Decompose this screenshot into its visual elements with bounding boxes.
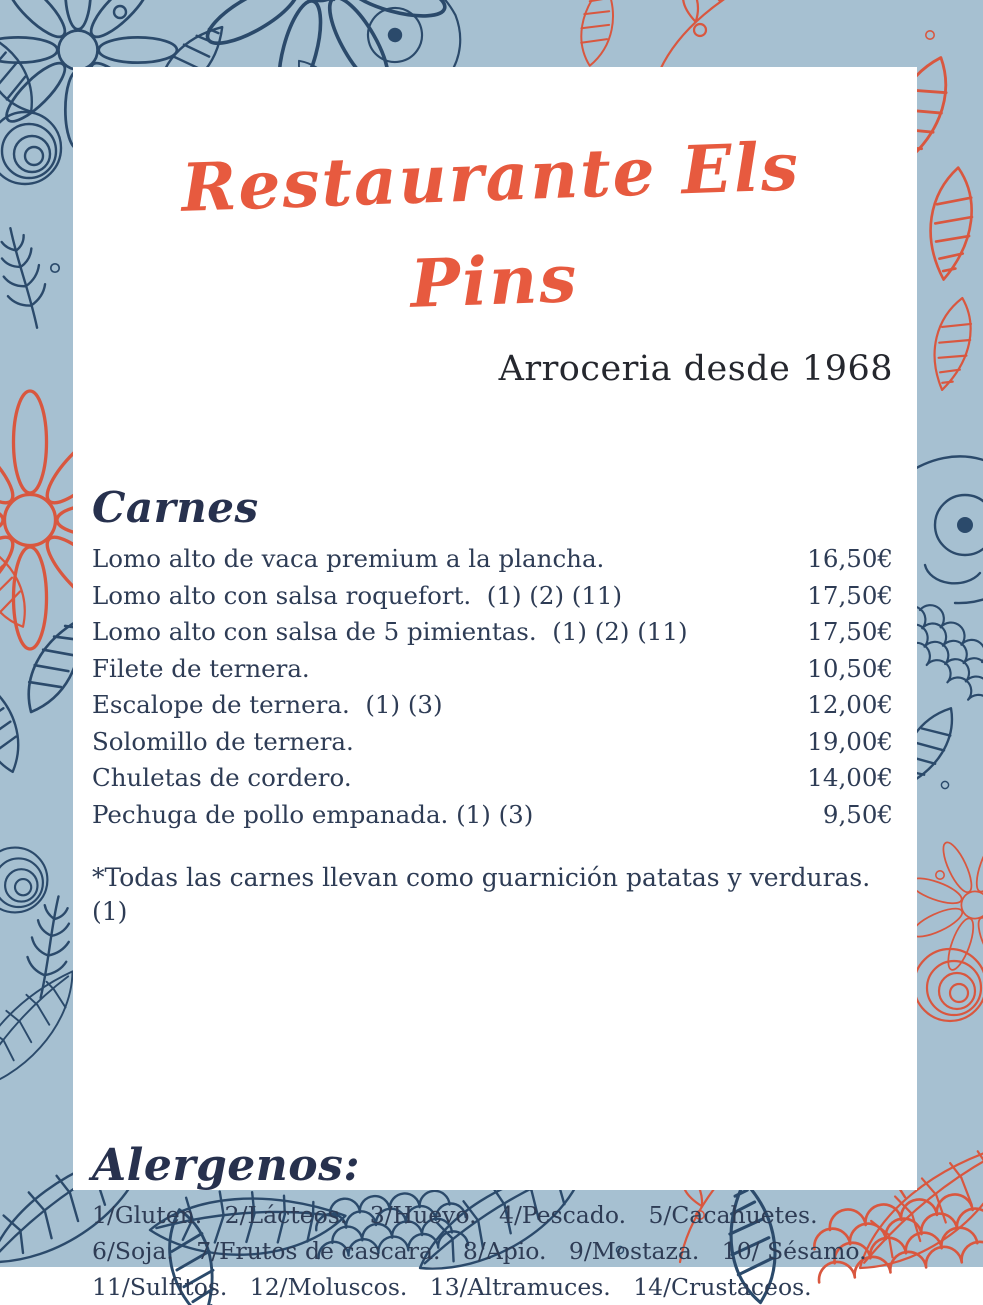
- menu-item-row: [92, 687, 893, 724]
- menu-item-price: 17,50€: [807, 617, 893, 646]
- menu-item-price: 12,00€: [807, 690, 893, 719]
- branch-doodle-icon: [631, 0, 801, 70]
- menu-item-row: [92, 724, 893, 761]
- dot-doodle-icon: [51, 264, 59, 272]
- menu-item-row: [92, 614, 893, 651]
- dot-doodle-icon: [941, 781, 948, 788]
- fern-doodle-icon: [0, 223, 55, 333]
- menu-item-list: [92, 541, 893, 833]
- restaurant-subtitle: Arroceria desde 1968: [498, 349, 893, 389]
- menu-item-name: Pechuga de pollo empanada. (1) (3): [92, 799, 534, 829]
- menu-item-price: 10,50€: [807, 653, 893, 683]
- leaf-doodle-icon: [926, 166, 976, 282]
- section-title-carnes: Carnes: [92, 483, 259, 532]
- dot-doodle-icon: [926, 31, 934, 39]
- menu-card: [73, 67, 917, 1301]
- menu-item-row: [92, 541, 893, 578]
- menu-item-name: Filete de ternera.: [92, 653, 310, 683]
- menu-item-name: Lomo alto de vaca premium a la plancha.: [92, 544, 605, 573]
- menu-item-row: [92, 578, 893, 615]
- section-title-allergens: Alergenos:: [92, 1140, 361, 1191]
- menu-item-row: [92, 797, 893, 834]
- rose-doodle-icon: [0, 848, 47, 913]
- menu-item-price: 9,50€: [822, 799, 893, 829]
- allergen-line: 6/Soja. 7/Frutos de cascara. 8/Apio. 9/Mostaza. 10/ Sésamo.: [92, 1237, 867, 1265]
- menu-item-row: [92, 651, 893, 688]
- dot-doodle-icon: [936, 871, 944, 879]
- menu-item-price: 17,50€: [807, 580, 893, 610]
- leaf-doodle-icon: [0, 677, 30, 777]
- menu-item-name: Escalope de ternera. (1) (3): [92, 690, 443, 719]
- leaf-doodle-icon: [576, 0, 618, 68]
- menu-item-name: Solomillo de ternera.: [92, 726, 354, 756]
- rose-doodle-icon: [0, 112, 61, 184]
- menu-item-price: 14,00€: [807, 763, 893, 792]
- dot-doodle-icon: [694, 24, 706, 36]
- menu-item-price: 16,50€: [807, 544, 893, 573]
- dot-doodle-icon: [114, 6, 126, 18]
- menu-item-price: 19,00€: [807, 726, 893, 756]
- menu-item-name: Lomo alto con salsa de 5 pimientas. (1) (2) (11): [92, 617, 688, 646]
- restaurant-title: Restaurante Els Pins: [180, 127, 802, 323]
- menu-item-name: Chuletas de cordero.: [92, 763, 352, 792]
- leaf-doodle-icon: [928, 295, 977, 393]
- garnish-note: *Todas las carnes llevan como guarnición patatas y verduras. (1): [92, 863, 879, 926]
- allergen-list: [92, 1197, 893, 1305]
- leaf-doodle-icon: [0, 536, 39, 634]
- menu-item-name: Lomo alto con salsa roquefort. (1) (2) (11): [92, 580, 623, 610]
- menu-item-row: [92, 760, 893, 797]
- allergen-line: 11/Sulfitos. 12/Moluscos. 13/Altramuces. 14/Crustaceos.: [92, 1273, 812, 1301]
- allergen-line: 1/Gluten. 2/Lácteos. 3/Huevo. 4/Pescado. 5/Cacahuetes.: [92, 1201, 818, 1229]
